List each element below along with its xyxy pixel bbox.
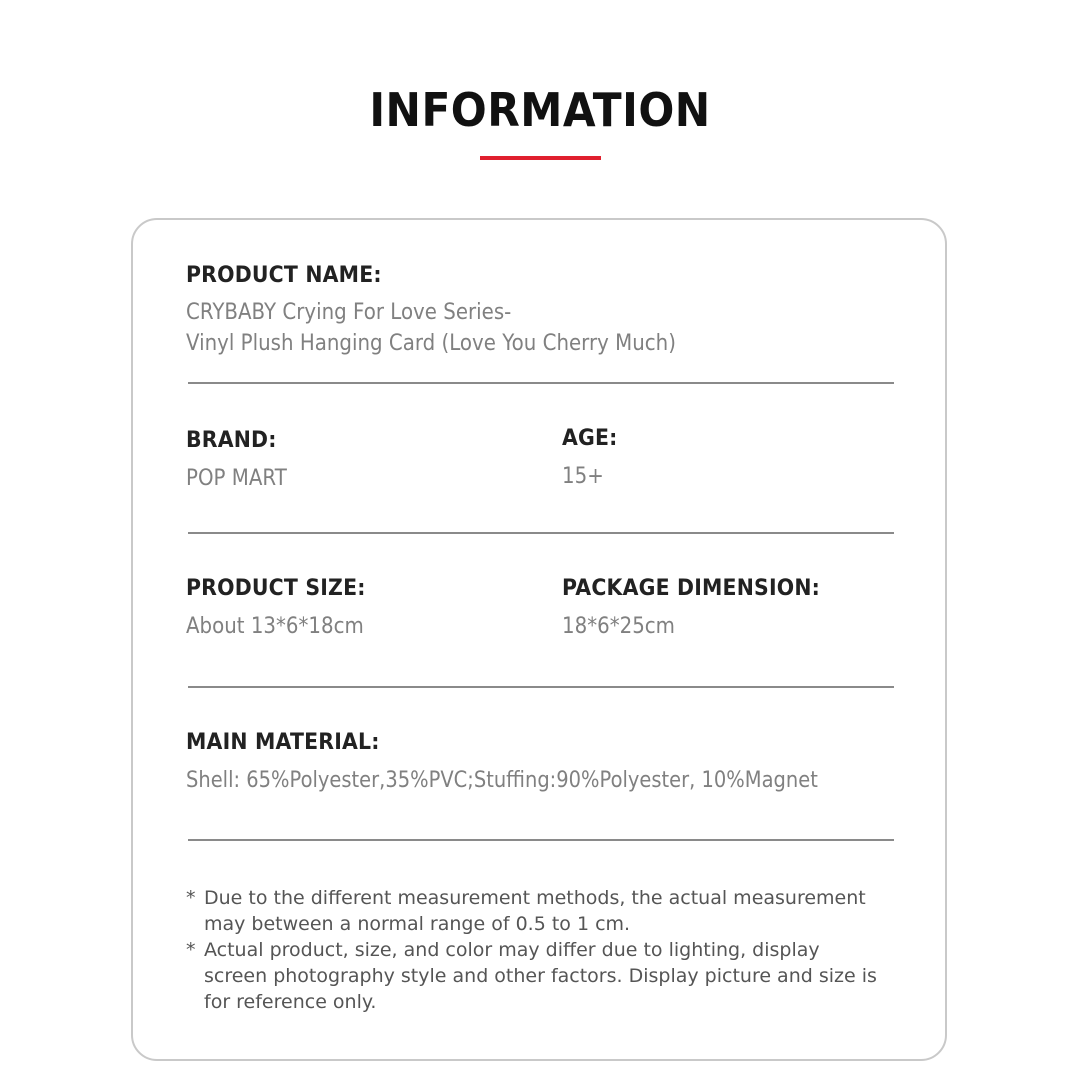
note-line: for reference only. xyxy=(204,991,377,1013)
divider xyxy=(188,382,894,384)
package-dimension-label: PACKAGE DIMENSION: xyxy=(562,576,821,601)
brand-value: POP MART xyxy=(186,466,287,491)
note-line: Due to the different measurement methods, the actual measurement xyxy=(204,887,866,909)
disclaimer-note xyxy=(186,937,906,1015)
age-field xyxy=(562,425,622,492)
age-value: 15+ xyxy=(562,464,604,489)
asterisk-mark: * xyxy=(186,939,196,961)
brand-field xyxy=(186,427,298,494)
divider xyxy=(188,686,894,688)
main-material-field xyxy=(186,729,900,796)
product-name-field xyxy=(186,262,730,359)
product-size-label: PRODUCT SIZE: xyxy=(186,576,366,601)
note-line: screen photography style and other factors. Display picture and size is xyxy=(204,965,877,987)
main-material-value: Shell: 65%Polyester,35%PVC;Stuffing:90%Polyester, 10%Magnet xyxy=(186,768,818,793)
product-name-label: PRODUCT NAME: xyxy=(186,263,382,288)
disclaimer-note xyxy=(186,885,906,937)
title-underline xyxy=(480,156,601,160)
divider xyxy=(188,839,894,841)
note-line: may between a normal range of 0.5 to 1 cm. xyxy=(204,913,631,935)
divider xyxy=(188,532,894,534)
information-card xyxy=(131,218,947,1061)
product-size-value: About 13*6*18cm xyxy=(186,614,364,639)
product-size-field xyxy=(186,575,384,642)
main-material-label: MAIN MATERIAL: xyxy=(186,730,380,755)
age-label: AGE: xyxy=(562,426,618,451)
product-name-value-line2: Vinyl Plush Hanging Card (Love You Cherry Much) xyxy=(186,331,676,356)
brand-label: BRAND: xyxy=(186,428,277,453)
package-dimension-value: 18*6*25cm xyxy=(562,614,675,639)
product-name-value xyxy=(186,297,676,359)
page-title: INFORMATION xyxy=(369,83,711,137)
product-name-value-line1: CRYBABY Crying For Love Series- xyxy=(186,300,512,325)
package-dimension-field xyxy=(562,575,839,642)
note-line: Actual product, size, and color may differ due to lighting, display xyxy=(204,939,820,961)
disclaimer-notes xyxy=(186,885,906,1015)
asterisk-mark: * xyxy=(186,887,196,909)
